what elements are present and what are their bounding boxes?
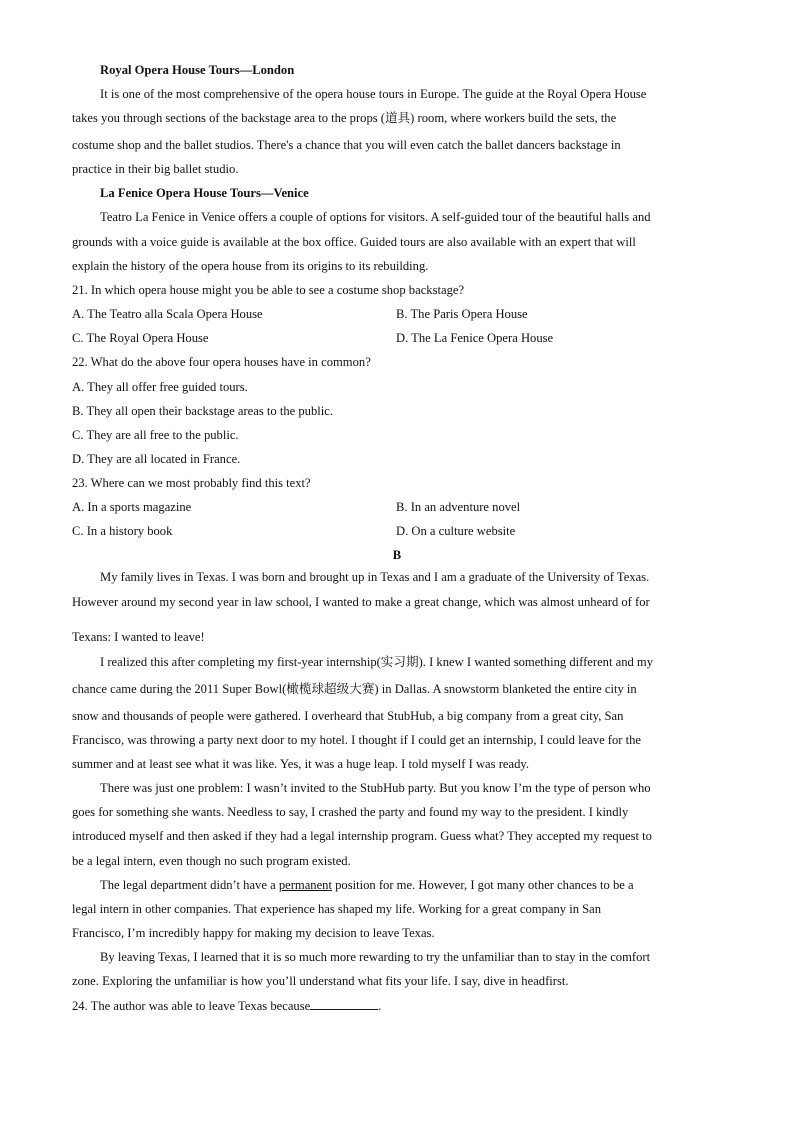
paragraph-line: It is one of the most comprehensive of the opera house tours in Europe. The guide at the Royal Opera House [100, 87, 647, 101]
paragraph-line: zone. Exploring the unfamiliar is how you’ll understand what fits your life. I say, dive in headfirst. [72, 974, 569, 988]
paragraph-line: Teatro La Fenice in Venice offers a couple of options for visitors. A self-guided tour of the beautiful halls and [100, 210, 651, 224]
paragraph-line: I realized this after completing my first-year internship(实习期). I knew I wanted something different and my [100, 655, 654, 669]
option-b: B. The Paris Opera House [396, 307, 528, 321]
question-21-stem: 21. In which opera house might you be able to see a costume shop backstage? [72, 283, 465, 297]
option-c: C. They are all free to the public. [72, 428, 239, 442]
paragraph-line: However around my second year in law school, I wanted to make a great change, which was almost unheard of for [72, 595, 650, 609]
paragraph-line: practice in their big ballet studio. [72, 162, 239, 176]
question-22-stem: 22. What do the above four opera houses have in common? [72, 355, 371, 369]
option-d: D. They are all located in France. [72, 452, 241, 466]
question-23-stem: 23. Where can we most probably find this text? [72, 476, 311, 490]
question-24-stem [72, 997, 381, 1014]
option-c: C. The Royal Opera House [72, 331, 209, 345]
paragraph-line: Francisco, I’m incredibly happy for making my decision to leave Texas. [72, 926, 435, 940]
underlined-word: permanent [278, 878, 332, 892]
paragraph-line: explain the history of the opera house from its origins to its rebuilding. [72, 259, 429, 273]
paragraph-line: grounds with a voice guide is available at the box office. Guided tours are also available with an expert that will [72, 235, 636, 249]
question-end: . [378, 999, 382, 1013]
option-a: A. The Teatro alla Scala Opera House [72, 307, 263, 321]
answer-blank [310, 997, 378, 1010]
paragraph-line: introduced myself and then asked if they had a legal internship program. Guess what? They accepted my request to [72, 829, 652, 843]
option-a: A. They all offer free guided tours. [72, 380, 248, 394]
section-title-royal-opera: Royal Opera House Tours—London [100, 63, 295, 77]
option-b: B. They all open their backstage areas to the public. [72, 404, 334, 418]
paragraph-line: legal intern in other companies. That experience has shaped my life. Working for a great company in San [72, 902, 602, 916]
paragraph-line: chance came during the 2011 Super Bowl(橄榄球超级大赛) in Dallas. A snowstorm blanketed the entire city in [72, 682, 637, 696]
option-a: A. In a sports magazine [72, 500, 192, 514]
option-d: D. On a culture website [396, 524, 516, 538]
text-run: The legal department didn’t have a [100, 878, 279, 892]
paragraph-line: My family lives in Texas. I was born and brought up in Texas and I am a graduate of the University of Texas. [100, 570, 650, 584]
paragraph-line: be a legal intern, even though no such program existed. [72, 854, 351, 868]
option-c: C. In a history book [72, 524, 173, 538]
paragraph-line: Texans: I wanted to leave! [72, 630, 205, 644]
paragraph-line [100, 877, 634, 893]
option-b: B. In an adventure novel [396, 500, 521, 514]
option-d: D. The La Fenice Opera House [396, 331, 554, 345]
paragraph-line: costume shop and the ballet studios. There's a chance that you will even catch the ballet dancers backstage in [72, 138, 621, 152]
paragraph-line: There was just one problem: I wasn’t invited to the StubHub party. But you know I’m the type of person who [100, 781, 651, 795]
paragraph-line: Francisco, was throwing a party next door to my hotel. I thought if I could get an internship, I could leave for the [72, 733, 642, 747]
section-title-la-fenice: La Fenice Opera House Tours—Venice [100, 186, 309, 200]
paragraph-line: By leaving Texas, I learned that it is so much more rewarding to try the unfamiliar than to stay in the comfort [100, 950, 651, 964]
paragraph-line: snow and thousands of people were gathered. I overheard that StubHub, a big company from a great city, San [72, 709, 624, 723]
paragraph-line: summer and at least see what it was like. Yes, it was a huge leap. I told myself I was ready. [72, 757, 529, 771]
paragraph-line: goes for something she wants. Needless to say, I crashed the party and found my way to the president. I kindly [72, 805, 629, 819]
part-b-heading: B [392, 548, 402, 562]
text-run: position for me. However, I got many other chances to be a [331, 878, 634, 892]
paragraph-line: takes you through sections of the backstage area to the props (道具) room, where workers build the sets, the [72, 111, 617, 125]
question-text: 24. The author was able to leave Texas because [72, 999, 311, 1013]
